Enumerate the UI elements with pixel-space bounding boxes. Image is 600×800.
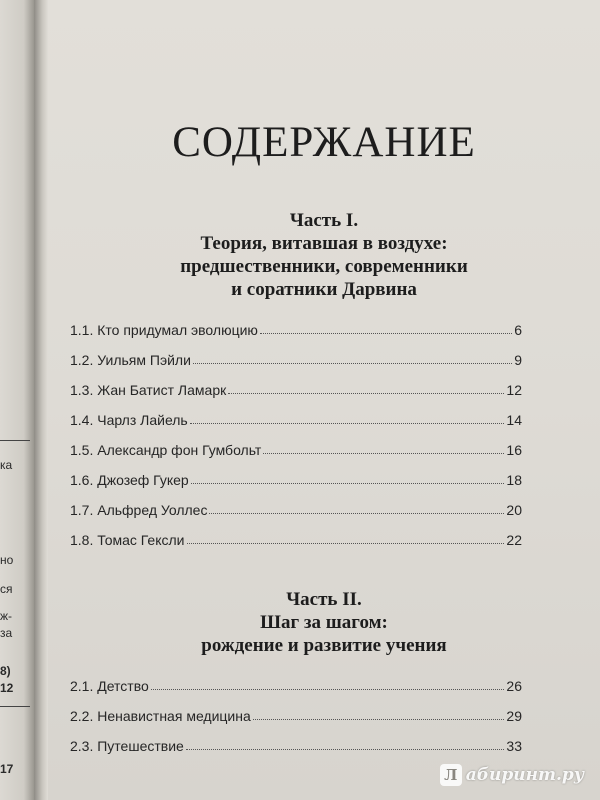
toc-entry-page: 16 xyxy=(506,442,522,458)
toc-entry[interactable] xyxy=(70,518,522,548)
toc-entry-title: 1.3. Жан Батист Ламарк xyxy=(70,382,227,398)
dot-leader xyxy=(263,453,504,454)
dot-leader xyxy=(260,333,512,334)
toc-entry-title: 1.7. Альфред Уоллес xyxy=(70,502,208,518)
toc-entry-title: 1.5. Александр фон Гумбольт xyxy=(70,442,262,458)
watermark-text: абиринт.ру xyxy=(465,765,584,785)
adjacent-text: ся xyxy=(0,582,13,596)
dot-leader xyxy=(191,483,505,484)
toc-entry-page: 22 xyxy=(506,532,522,548)
toc-entry[interactable] xyxy=(70,428,522,458)
part-heading-line: Теория, витавшая в воздухе: xyxy=(200,233,448,254)
divider-rule xyxy=(0,706,30,707)
adjacent-text: 8) xyxy=(0,664,11,678)
part-1-toc-list xyxy=(70,308,522,548)
toc-entry-page: 29 xyxy=(506,708,522,724)
toc-entry-page: 33 xyxy=(506,738,522,754)
adjacent-page-number: 17 xyxy=(0,762,14,776)
toc-entry[interactable] xyxy=(70,308,522,338)
toc-entry[interactable] xyxy=(70,458,522,488)
toc-entry-title: 1.6. Джозеф Гукер xyxy=(70,472,189,488)
toc-entry[interactable] xyxy=(70,488,522,518)
dot-leader xyxy=(193,363,512,364)
dot-leader xyxy=(186,749,505,750)
part-heading-line: предшественники, современники xyxy=(180,256,468,277)
toc-entry-page: 6 xyxy=(514,322,522,338)
dot-leader xyxy=(253,719,505,720)
toc-entry-title: 1.4. Чарлз Лайель xyxy=(70,412,188,428)
toc-entry-title: 1.1. Кто придумал эволюцию xyxy=(70,322,258,338)
labirint-logo-icon: Л xyxy=(440,764,462,786)
part-heading-line: и соратники Дарвина xyxy=(231,279,417,300)
adjacent-text: но xyxy=(0,553,14,567)
toc-entry[interactable] xyxy=(70,724,522,754)
adjacent-page xyxy=(0,0,34,800)
toc-entry-page: 26 xyxy=(506,678,522,694)
contents-page xyxy=(48,0,600,800)
toc-entry-page: 12 xyxy=(506,382,522,398)
part-1-heading xyxy=(48,209,600,301)
toc-entry[interactable] xyxy=(70,664,522,694)
dot-leader xyxy=(190,423,505,424)
toc-entry[interactable] xyxy=(70,368,522,398)
toc-entry[interactable] xyxy=(70,694,522,724)
toc-entry-title: 2.3. Путешествие xyxy=(70,738,184,754)
divider-rule xyxy=(0,440,30,441)
watermark xyxy=(440,764,584,786)
toc-entry-title: 1.2. Уильям Пэйли xyxy=(70,352,191,368)
part-2-toc-list xyxy=(70,664,522,754)
toc-entry[interactable] xyxy=(70,398,522,428)
dot-leader xyxy=(151,689,505,690)
adjacent-text: ка xyxy=(0,458,13,472)
part-2-heading xyxy=(48,588,600,657)
adjacent-text: за xyxy=(0,626,13,640)
dot-leader xyxy=(228,393,504,394)
part-heading-line: рождение и развитие учения xyxy=(201,635,447,656)
adjacent-text: ж- xyxy=(0,609,13,623)
book-gutter xyxy=(34,0,48,800)
toc-entry-page: 9 xyxy=(514,352,522,368)
adjacent-text: 12 xyxy=(0,681,14,695)
toc-entry-page: 18 xyxy=(506,472,522,488)
part-heading-line: Часть II. xyxy=(286,589,362,610)
part-heading-line: Часть I. xyxy=(289,210,359,231)
toc-entry-title: 2.2. Ненавистная медицина xyxy=(70,708,251,724)
part-heading-line: Шаг за шагом: xyxy=(260,612,388,633)
dot-leader xyxy=(209,513,504,514)
toc-entry-page: 14 xyxy=(506,412,522,428)
dot-leader xyxy=(187,543,505,544)
page-title: СОДЕРЖАНИЕ xyxy=(172,119,476,166)
toc-entry-title: 1.8. Томас Гексли xyxy=(70,532,185,548)
toc-entry-title: 2.1. Детство xyxy=(70,678,149,694)
toc-entry-page: 20 xyxy=(506,502,522,518)
toc-entry[interactable] xyxy=(70,338,522,368)
